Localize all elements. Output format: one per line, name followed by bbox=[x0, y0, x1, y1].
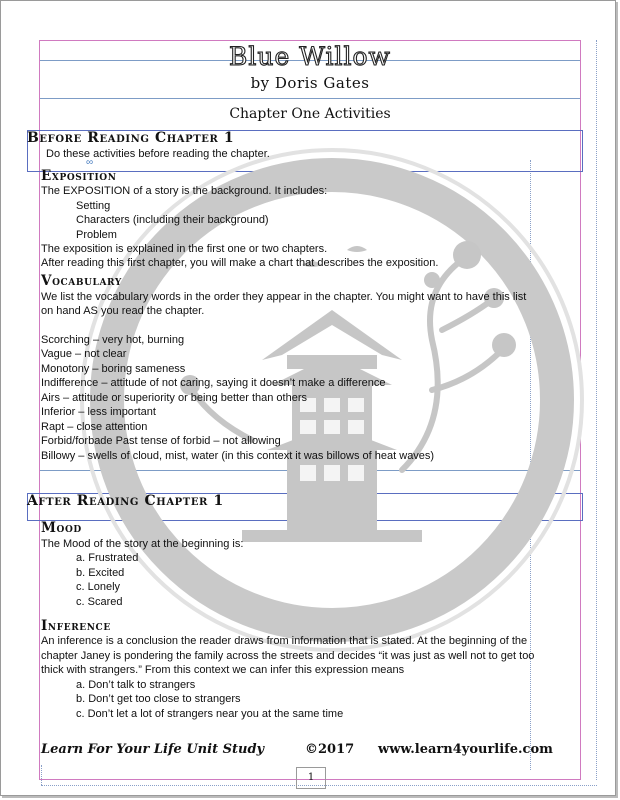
column-guide bbox=[596, 40, 597, 780]
document-title: Blue Willow bbox=[229, 42, 391, 71]
footer-url: www.learn4yourlife.com bbox=[378, 742, 553, 757]
exposition-item: Characters (including their background) bbox=[76, 214, 269, 226]
inference-text: An inference is a conclusion the reader draws from information that is stated. At the beginning of the bbox=[41, 635, 528, 647]
vocabulary-heading: Vocabulary bbox=[41, 273, 122, 289]
exposition-intro: The EXPOSITION of a story is the background. It includes: bbox=[41, 185, 328, 197]
before-instruction: Do these activities before reading the chapter. bbox=[46, 148, 270, 160]
mood-option: c. Scared bbox=[76, 596, 123, 608]
page-number: 1 bbox=[296, 767, 326, 789]
vocab-word: Billowy – swells of cloud, mist, water (in this context it was billows of heat waves) bbox=[41, 450, 435, 462]
exposition-item: Setting bbox=[76, 200, 111, 212]
row-guide bbox=[40, 98, 580, 99]
exposition-text: The exposition is explained in the first one or two chapters. bbox=[41, 243, 328, 255]
vocab-word: Rapt – close attention bbox=[41, 421, 148, 433]
link-icon: ∞ bbox=[86, 157, 94, 168]
mood-heading: Mood bbox=[41, 520, 82, 536]
vocab-word: Forbid/forbade Past tense of forbid – not allowing bbox=[41, 435, 281, 447]
mood-option: c. Lonely bbox=[76, 581, 121, 593]
inference-text: thick with strangers.” From this context we can infer this expression means bbox=[41, 664, 405, 676]
inference-heading: Inference bbox=[41, 618, 111, 634]
vocab-word: Vague – not clear bbox=[41, 348, 127, 360]
vocabulary-intro: on hand AS you read the chapter. bbox=[41, 305, 205, 317]
vocab-word: Airs – attitude or superiority or being better than others bbox=[41, 392, 307, 404]
after-reading-heading: After Reading Chapter 1 bbox=[27, 493, 224, 509]
inference-option: a. Don’t talk to strangers bbox=[76, 679, 196, 691]
author-line: by Doris Gates bbox=[250, 74, 370, 92]
inference-option: c. Don’t let a lot of strangers near you at the same time bbox=[76, 708, 344, 720]
vocab-word: Monotony – boring sameness bbox=[41, 363, 186, 375]
vocab-word: Inferior – less important bbox=[41, 406, 156, 418]
mood-option: b. Excited bbox=[76, 567, 125, 579]
mood-question: The Mood of the story at the beginning is: bbox=[41, 538, 244, 550]
exposition-item: Problem bbox=[76, 229, 117, 241]
column-guide bbox=[41, 765, 42, 785]
exposition-heading: Exposition bbox=[41, 168, 117, 184]
inference-text: chapter Janey is pondering the family across the streets and decides “it was just as well not to get too bbox=[41, 650, 535, 662]
vocabulary-intro: We list the vocabulary words in the order they appear in the chapter. You might want to have this list bbox=[41, 291, 527, 303]
vocab-word: Scorching – very hot, burning bbox=[41, 334, 185, 346]
chapter-heading: Chapter One Activities bbox=[229, 106, 391, 122]
vocab-word: Indifference – attitude of not caring, saying it doesn’t make a difference bbox=[41, 377, 386, 389]
before-reading-heading: Before Reading Chapter 1 bbox=[27, 130, 235, 146]
inference-option: b. Don’t get too close to strangers bbox=[76, 693, 241, 705]
footer-year: ©2017 bbox=[305, 742, 355, 757]
exposition-text: After reading this first chapter, you will make a chart that describes the exposition. bbox=[41, 257, 439, 269]
mood-option: a. Frustrated bbox=[76, 552, 139, 564]
footer-brand: Learn For Your Life Unit Study bbox=[41, 742, 265, 757]
